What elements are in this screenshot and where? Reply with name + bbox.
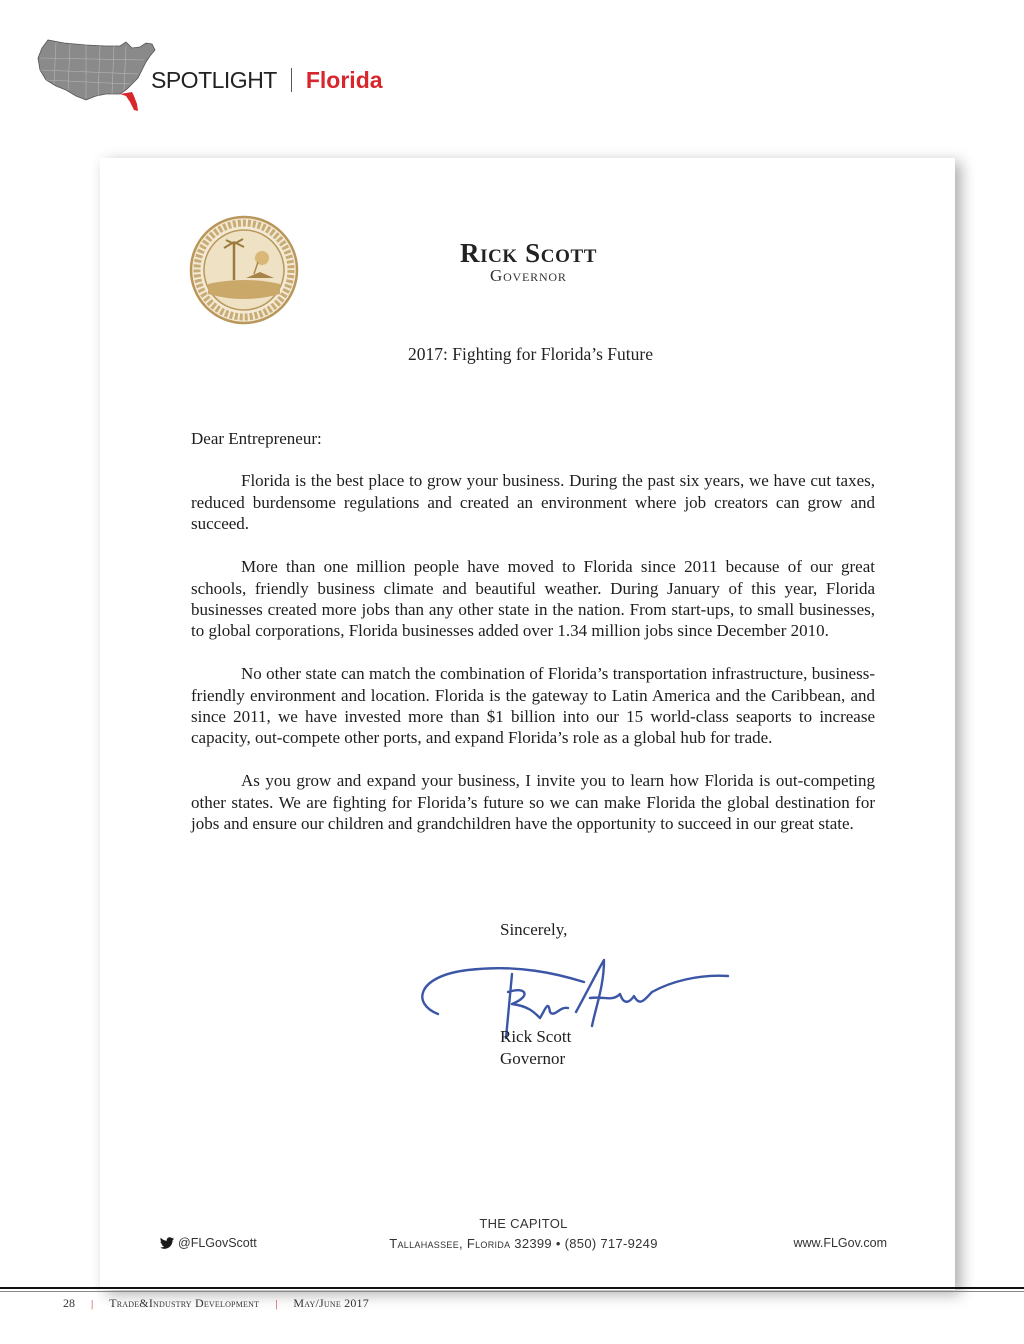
page-footer	[63, 1296, 369, 1311]
letter-footer	[160, 1216, 887, 1256]
salutation: Dear Entrepreneur:	[191, 429, 322, 448]
footer-rule-thin	[0, 1291, 1024, 1292]
capitol-address: Tallahassee, Florida 32399 • (850) 717-9249	[389, 1236, 658, 1251]
letterhead-name: Rick Scott	[460, 238, 598, 268]
signer-name: Rick Scott	[500, 1027, 572, 1046]
letterhead	[460, 238, 597, 286]
signer-title: Governor	[500, 1049, 566, 1068]
section-label: SPOTLIGHT	[151, 66, 277, 93]
paragraph: More than one million people have moved to Florida since 2011 because of our great schools, friendly business climate and beautiful weather. During January of this year, Florida businesses created more jobs than any other state in the nation. From start-ups, to small businesses, to global corporations, Florida businesses added over 1.34 million jobs since December 2010.	[191, 557, 875, 641]
footer-divider: |	[275, 1297, 278, 1310]
state-label: Florida	[305, 66, 383, 93]
paragraph: As you grow and expand your business, I invite you to learn how Florida is out-competing other states. We are fighting for Florida’s future so we can make Florida the global destination for jobs and ensure our children and grandchildren have the opportunity to succeed in our great state.	[191, 771, 875, 834]
twitter-handle: @FLGovScott	[178, 1236, 257, 1250]
publication-name: Trade&Industry Development	[109, 1296, 260, 1310]
header-divider	[291, 68, 292, 92]
capitol-title: THE CAPITOL	[479, 1216, 568, 1231]
footer-rule	[0, 1287, 1024, 1289]
letterhead-title: Governor	[490, 266, 567, 285]
letter-sheet	[100, 158, 955, 1290]
website-link[interactable]: www.FLGov.com	[793, 1236, 887, 1250]
capitol-address-block	[160, 1216, 887, 1251]
paragraph: Florida is the best place to grow your business. During the past six years, we have cut taxes, reduced burdensome regulations and created an environment where job creators can grow and succeed.	[191, 471, 875, 534]
paragraph: No other state can match the combination of Florida’s transportation infrastructure, business-friendly environment and location. Florida is the gateway to Latin America and the Caribbean, and since 2011, we have invested more than $1 billion into our 15 world-class seaports to increase capacity, out-compete other ports, and expand Florida’s role as a global hub for trade.	[191, 664, 875, 748]
page-number: 28	[63, 1296, 75, 1310]
spotlight-header	[151, 64, 383, 96]
footer-divider: |	[91, 1297, 94, 1310]
issue-date: May/June 2017	[293, 1296, 369, 1310]
closing: Sincerely,	[500, 920, 568, 939]
letter-body	[191, 428, 875, 856]
signature-block	[500, 1026, 571, 1070]
us-map-icon	[34, 34, 160, 114]
state-seal-icon	[188, 214, 300, 326]
letter-subject: 2017: Fighting for Florida’s Future	[408, 344, 653, 364]
